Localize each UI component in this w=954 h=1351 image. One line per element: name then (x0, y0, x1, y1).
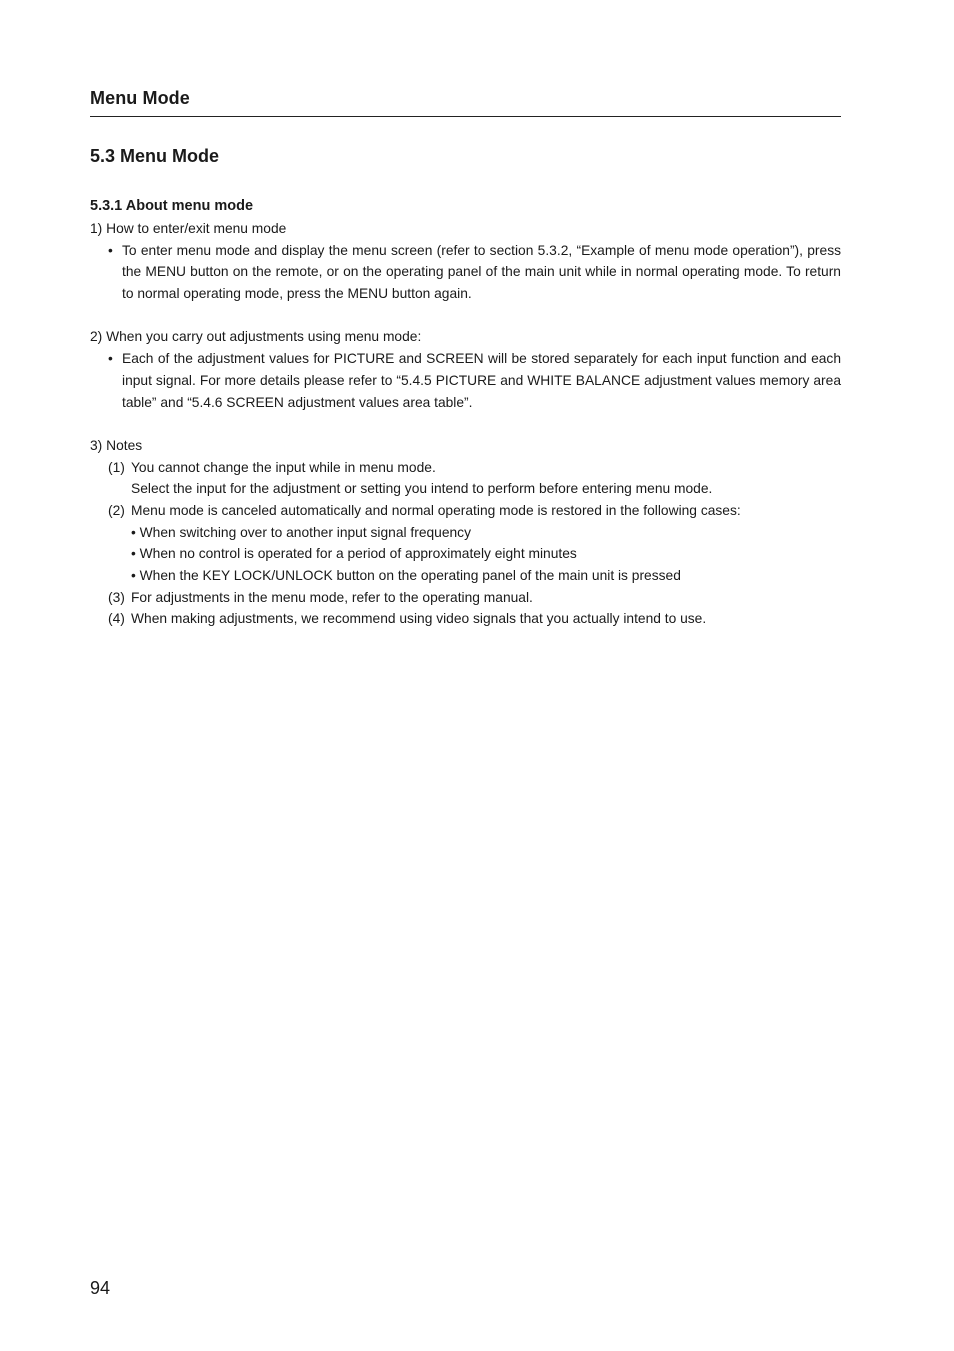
page-number: 94 (90, 1278, 111, 1298)
list-item-2-label: 2) When you carry out adjustments using menu mode: (90, 329, 422, 345)
header-divider (90, 116, 841, 117)
note-line (90, 500, 841, 522)
note-number: (1) (108, 459, 125, 475)
list-item-1-bullet-paragraph (90, 240, 841, 305)
note-text: Select the input for the adjustment or setting you intend to perform before entering menu mode. (131, 481, 713, 497)
note-text: • When no control is operated for a period of approximately eight minutes (131, 546, 577, 562)
note-text: For adjustments in the menu mode, refer to the operating manual. (131, 589, 533, 605)
bullet-icon: • (108, 351, 113, 367)
note-text: Menu mode is canceled automatically and normal operating mode is restored in the following cases: (131, 503, 741, 519)
bullet-icon: • (108, 242, 113, 258)
list-item-1-label: 1) How to enter/exit menu mode (90, 221, 287, 236)
note-sub-bullet (90, 543, 841, 565)
note-number: (2) (108, 503, 125, 519)
note-text: You cannot change the input while in menu mode. (131, 459, 436, 475)
note-text: • When switching over to another input signal frequency (131, 524, 471, 540)
note-text: • When the KEY LOCK/UNLOCK button on the operating panel of the main unit is pressed (131, 568, 681, 584)
subsection-title: 5.3.1 About menu mode (90, 198, 254, 214)
list-item-1-text: To enter menu mode and display the menu screen (refer to section 5.3.2, “Example of menu mode operation”), press the MENU button on the remote, or on the operating panel of the main unit while in normal operating mode. To return to normal operating mode, press the MENU button again. (122, 242, 841, 302)
note-line (90, 457, 841, 479)
page-header-title: Menu Mode (90, 88, 190, 108)
note-sub-bullet (90, 565, 841, 587)
note-sub-bullet (90, 522, 841, 544)
note-line (90, 478, 841, 500)
section-title: 5.3 Menu Mode (90, 146, 220, 166)
list-item-2-bullet-paragraph (90, 348, 841, 413)
list-item-2-text: Each of the adjustment values for PICTURE and SCREEN will be stored separately for each input function and each input signal. For more details please refer to “5.4.5 PICTURE and WHITE BALANCE adjustment values memory area table” and “5.4.6 SCREEN adjustment values area table”. (122, 351, 841, 410)
note-number: (4) (108, 611, 125, 627)
note-line (90, 608, 841, 630)
note-line (90, 587, 841, 609)
note-number: (3) (108, 589, 125, 605)
note-text: When making adjustments, we recommend using video signals that you actually intend to use. (131, 611, 707, 627)
body-text (90, 218, 841, 630)
list-item-3-label: 3) Notes (90, 437, 143, 453)
